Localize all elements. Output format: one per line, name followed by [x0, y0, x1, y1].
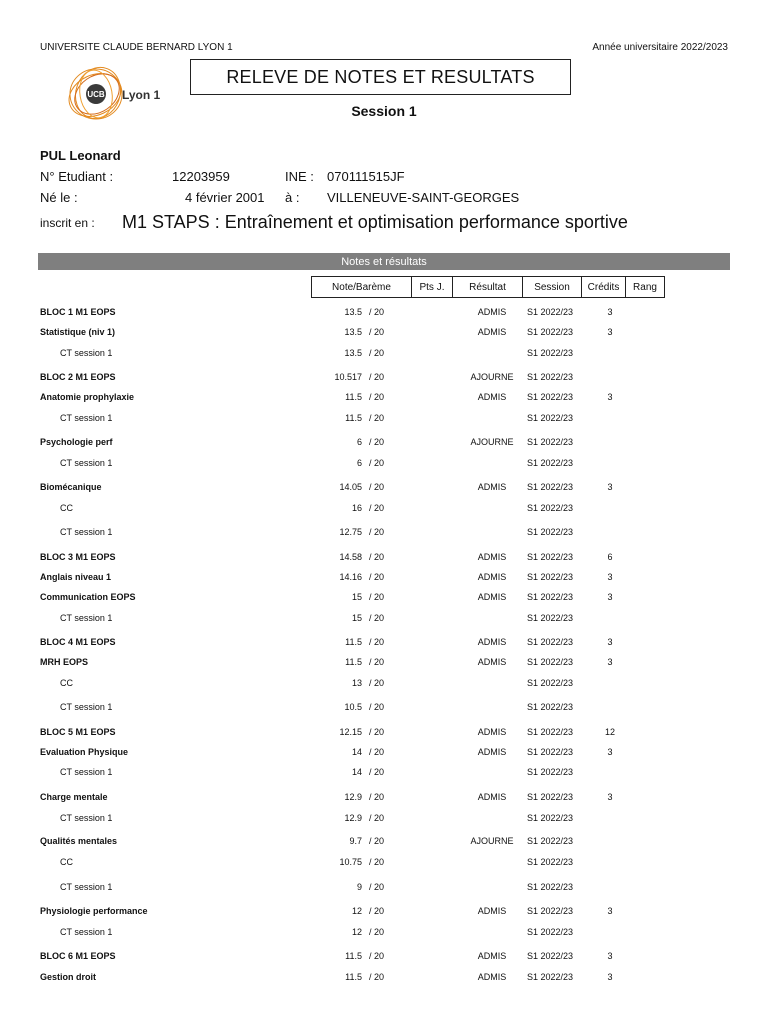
- row-scale: / 20: [369, 702, 385, 712]
- row-credits: 3: [607, 637, 613, 647]
- table-row: [0, 727, 768, 741]
- row-note: 14.16: [339, 572, 362, 582]
- row-session: S1 2022/23: [527, 613, 574, 623]
- row-session: S1 2022/23: [527, 882, 574, 892]
- row-credits: 3: [607, 392, 613, 402]
- table-row: [0, 327, 768, 341]
- row-result: ADMIS: [477, 951, 507, 961]
- row-scale: / 20: [369, 727, 385, 737]
- row-session: S1 2022/23: [527, 413, 574, 423]
- row-session: S1 2022/23: [527, 813, 574, 823]
- table-row: [0, 637, 768, 651]
- session-label: Session 1: [351, 103, 417, 119]
- row-scale: / 20: [369, 327, 385, 337]
- row-note: 13: [351, 678, 362, 688]
- row-session: S1 2022/23: [527, 307, 574, 317]
- table-row: [0, 836, 768, 850]
- row-session: S1 2022/23: [527, 657, 574, 667]
- row-session: S1 2022/23: [527, 927, 574, 937]
- row-note: 13.5: [344, 307, 362, 317]
- row-scale: / 20: [369, 951, 385, 961]
- birth-place: VILLENEUVE-SAINT-GEORGES: [327, 190, 520, 205]
- row-label: Qualités mentales: [40, 836, 118, 846]
- row-note: 13.5: [344, 327, 362, 337]
- row-scale: / 20: [369, 458, 385, 468]
- row-result: ADMIS: [477, 637, 507, 647]
- row-result: ADMIS: [477, 572, 507, 582]
- row-session: S1 2022/23: [527, 372, 574, 382]
- row-note: 9: [356, 882, 362, 892]
- row-credits: 3: [607, 747, 613, 757]
- row-label: CT session 1: [60, 702, 113, 712]
- row-scale: / 20: [369, 637, 385, 647]
- row-credits: 3: [607, 657, 613, 667]
- table-row: [0, 613, 768, 627]
- row-label: Anatomie prophylaxie: [40, 392, 135, 402]
- row-label: Evaluation Physique: [40, 747, 129, 757]
- row-session: S1 2022/23: [527, 747, 574, 757]
- row-result: ADMIS: [477, 327, 507, 337]
- student-id-label: N° Etudiant :: [40, 169, 114, 184]
- row-session: S1 2022/23: [527, 572, 574, 582]
- row-session: S1 2022/23: [527, 637, 574, 647]
- row-credits: 12: [604, 727, 615, 737]
- row-scale: / 20: [369, 613, 385, 623]
- row-note: 15: [351, 592, 362, 602]
- table-row: [0, 882, 768, 896]
- university-name: UNIVERSITE CLAUDE BERNARD LYON 1: [40, 42, 233, 53]
- table-row: [0, 503, 768, 517]
- row-label: BLOC 3 M1 EOPS: [40, 552, 116, 562]
- row-label: Statistique (niv 1): [40, 327, 116, 337]
- table-row: [0, 392, 768, 406]
- row-label: CT session 1: [60, 527, 113, 537]
- row-label: CT session 1: [60, 767, 113, 777]
- row-label: CC: [60, 503, 73, 513]
- row-note: 12.9: [344, 813, 362, 823]
- row-scale: / 20: [369, 592, 385, 602]
- col-rank: Rang: [625, 276, 665, 298]
- row-label: CC: [60, 678, 73, 688]
- row-note: 12.75: [339, 527, 362, 537]
- col-session: Session: [522, 276, 582, 298]
- row-label: BLOC 5 M1 EOPS: [40, 727, 116, 737]
- row-result: ADMIS: [477, 747, 507, 757]
- col-credits: Crédits: [581, 276, 626, 298]
- row-note: 12.15: [339, 727, 362, 737]
- row-label: Biomécanique: [40, 482, 102, 492]
- row-result: ADMIS: [477, 592, 507, 602]
- table-row: [0, 458, 768, 472]
- row-credits: 3: [607, 307, 613, 317]
- row-result: AJOURNE: [470, 372, 514, 382]
- row-scale: / 20: [369, 503, 385, 513]
- row-note: 14.05: [339, 482, 362, 492]
- row-label: CC: [60, 857, 73, 867]
- row-scale: / 20: [369, 437, 385, 447]
- row-session: S1 2022/23: [527, 392, 574, 402]
- row-scale: / 20: [369, 927, 385, 937]
- row-scale: / 20: [369, 767, 385, 777]
- row-note: 12: [351, 906, 362, 916]
- row-note: 6: [356, 458, 362, 468]
- row-scale: / 20: [369, 813, 385, 823]
- table-row: [0, 527, 768, 541]
- row-session: S1 2022/23: [527, 678, 574, 688]
- row-scale: / 20: [369, 657, 385, 667]
- row-session: S1 2022/23: [527, 836, 574, 846]
- row-session: S1 2022/23: [527, 527, 574, 537]
- row-result: ADMIS: [477, 906, 507, 916]
- row-label: Communication EOPS: [40, 592, 136, 602]
- row-session: S1 2022/23: [527, 767, 574, 777]
- row-label: MRH EOPS: [40, 657, 89, 667]
- row-session: S1 2022/23: [527, 702, 574, 712]
- row-scale: / 20: [369, 527, 385, 537]
- table-row: [0, 437, 768, 451]
- row-session: S1 2022/23: [527, 906, 574, 916]
- row-label: BLOC 6 M1 EOPS: [40, 951, 116, 961]
- row-session: S1 2022/23: [527, 951, 574, 961]
- row-note: 11.5: [345, 657, 362, 667]
- table-row: [0, 307, 768, 321]
- row-credits: 3: [607, 572, 613, 582]
- row-session: S1 2022/23: [527, 437, 574, 447]
- row-scale: / 20: [369, 307, 385, 317]
- row-credits: 3: [607, 792, 613, 802]
- row-note: 11.5: [345, 972, 362, 982]
- table-row: [0, 552, 768, 566]
- row-credits: 3: [607, 951, 613, 961]
- row-scale: / 20: [369, 747, 385, 757]
- birth-place-label: à :: [285, 190, 300, 205]
- table-row: [0, 857, 768, 871]
- row-note: 13.5: [344, 348, 362, 358]
- row-note: 12: [351, 927, 362, 937]
- table-row: [0, 702, 768, 716]
- row-scale: / 20: [369, 792, 385, 802]
- row-note: 11.5: [345, 951, 362, 961]
- table-row: [0, 767, 768, 781]
- program-name: M1 STAPS : Entraînement et optimisation performance sportive: [122, 212, 628, 232]
- ine-value: 070111515JF: [327, 169, 405, 184]
- row-result: ADMIS: [477, 792, 507, 802]
- table-row: [0, 813, 768, 827]
- table-row: [0, 927, 768, 941]
- row-credits: 3: [607, 906, 613, 916]
- table-row: [0, 348, 768, 362]
- row-label: BLOC 1 M1 EOPS: [40, 307, 116, 317]
- row-result: ADMIS: [477, 552, 507, 562]
- row-note: 14: [351, 767, 362, 777]
- row-note: 16: [351, 503, 362, 513]
- col-pts: Pts J.: [411, 276, 453, 298]
- row-result: ADMIS: [477, 307, 507, 317]
- row-session: S1 2022/23: [527, 592, 574, 602]
- row-label: CT session 1: [60, 613, 113, 623]
- row-result: AJOURNE: [470, 836, 514, 846]
- row-session: S1 2022/23: [527, 552, 574, 562]
- row-note: 10.75: [339, 857, 362, 867]
- row-scale: / 20: [369, 678, 385, 688]
- row-credits: 6: [607, 552, 613, 562]
- row-label: BLOC 2 M1 EOPS: [40, 372, 116, 382]
- row-label: Physiologie performance: [40, 906, 148, 916]
- row-note: 15: [351, 613, 362, 623]
- row-note: 11.5: [345, 413, 362, 423]
- birth-date: 4 février 2001: [185, 190, 265, 205]
- row-credits: 3: [607, 327, 613, 337]
- results-band: Notes et résultats: [38, 253, 730, 270]
- row-note: 14: [351, 747, 362, 757]
- row-credits: 3: [607, 972, 613, 982]
- table-row: [0, 482, 768, 496]
- row-note: 12.9: [344, 792, 362, 802]
- row-session: S1 2022/23: [527, 503, 574, 513]
- row-note: 14.58: [339, 552, 362, 562]
- row-session: S1 2022/23: [527, 458, 574, 468]
- table-row: [0, 413, 768, 427]
- table-row: [0, 747, 768, 761]
- row-scale: / 20: [369, 857, 385, 867]
- col-result: Résultat: [452, 276, 523, 298]
- row-label: Psychologie perf: [40, 437, 113, 447]
- table-row: [0, 972, 768, 986]
- student-id: 12203959: [172, 169, 230, 184]
- row-note: 6: [356, 437, 362, 447]
- row-result: ADMIS: [477, 657, 507, 667]
- row-credits: 3: [607, 592, 613, 602]
- document-title: RELEVE DE NOTES ET RESULTATS: [190, 59, 571, 95]
- row-label: CT session 1: [60, 927, 113, 937]
- row-scale: / 20: [369, 482, 385, 492]
- row-scale: / 20: [369, 836, 385, 846]
- row-scale: / 20: [369, 972, 385, 982]
- birth-label: Né le :: [40, 190, 78, 205]
- row-session: S1 2022/23: [527, 348, 574, 358]
- row-label: CT session 1: [60, 348, 113, 358]
- row-label: Anglais niveau 1: [40, 572, 112, 582]
- row-session: S1 2022/23: [527, 972, 574, 982]
- row-scale: / 20: [369, 572, 385, 582]
- row-label: Gestion droit: [40, 972, 96, 982]
- row-scale: / 20: [369, 552, 385, 562]
- row-result: ADMIS: [477, 727, 507, 737]
- row-scale: / 20: [369, 882, 385, 892]
- row-note: 11.5: [345, 637, 362, 647]
- col-note: Note/Barème: [311, 276, 412, 298]
- row-scale: / 20: [369, 906, 385, 916]
- row-note: 11.5: [345, 392, 362, 402]
- table-row: [0, 678, 768, 692]
- row-scale: / 20: [369, 392, 385, 402]
- row-session: S1 2022/23: [527, 482, 574, 492]
- row-note: 9.7: [349, 836, 362, 846]
- row-label: BLOC 4 M1 EOPS: [40, 637, 116, 647]
- table-row: [0, 657, 768, 671]
- row-result: ADMIS: [477, 482, 507, 492]
- row-result: ADMIS: [477, 392, 507, 402]
- row-label: CT session 1: [60, 413, 113, 423]
- table-row: [0, 592, 768, 606]
- table-row: [0, 572, 768, 586]
- table-row: [0, 372, 768, 386]
- logo-monogram: UCB: [87, 90, 105, 99]
- row-session: S1 2022/23: [527, 857, 574, 867]
- academic-year: Année universitaire 2022/2023: [592, 42, 728, 53]
- logo-name: Lyon 1: [122, 88, 161, 102]
- row-label: CT session 1: [60, 813, 113, 823]
- row-session: S1 2022/23: [527, 327, 574, 337]
- row-label: CT session 1: [60, 882, 113, 892]
- row-result: AJOURNE: [470, 437, 514, 447]
- row-session: S1 2022/23: [527, 792, 574, 802]
- row-scale: / 20: [369, 413, 385, 423]
- table-row: [0, 951, 768, 965]
- row-scale: / 20: [369, 348, 385, 358]
- row-scale: / 20: [369, 372, 385, 382]
- row-label: CT session 1: [60, 458, 113, 468]
- row-result: ADMIS: [477, 972, 507, 982]
- row-credits: 3: [607, 482, 613, 492]
- table-row: [0, 792, 768, 806]
- row-note: 10.517: [334, 372, 362, 382]
- row-note: 10.5: [344, 702, 362, 712]
- student-name: PUL Leonard: [40, 148, 121, 163]
- row-label: Charge mentale: [40, 792, 108, 802]
- enrolled-label: inscrit en :: [40, 216, 95, 230]
- ine-label: INE :: [285, 169, 314, 184]
- table-row: [0, 906, 768, 920]
- row-session: S1 2022/23: [527, 727, 574, 737]
